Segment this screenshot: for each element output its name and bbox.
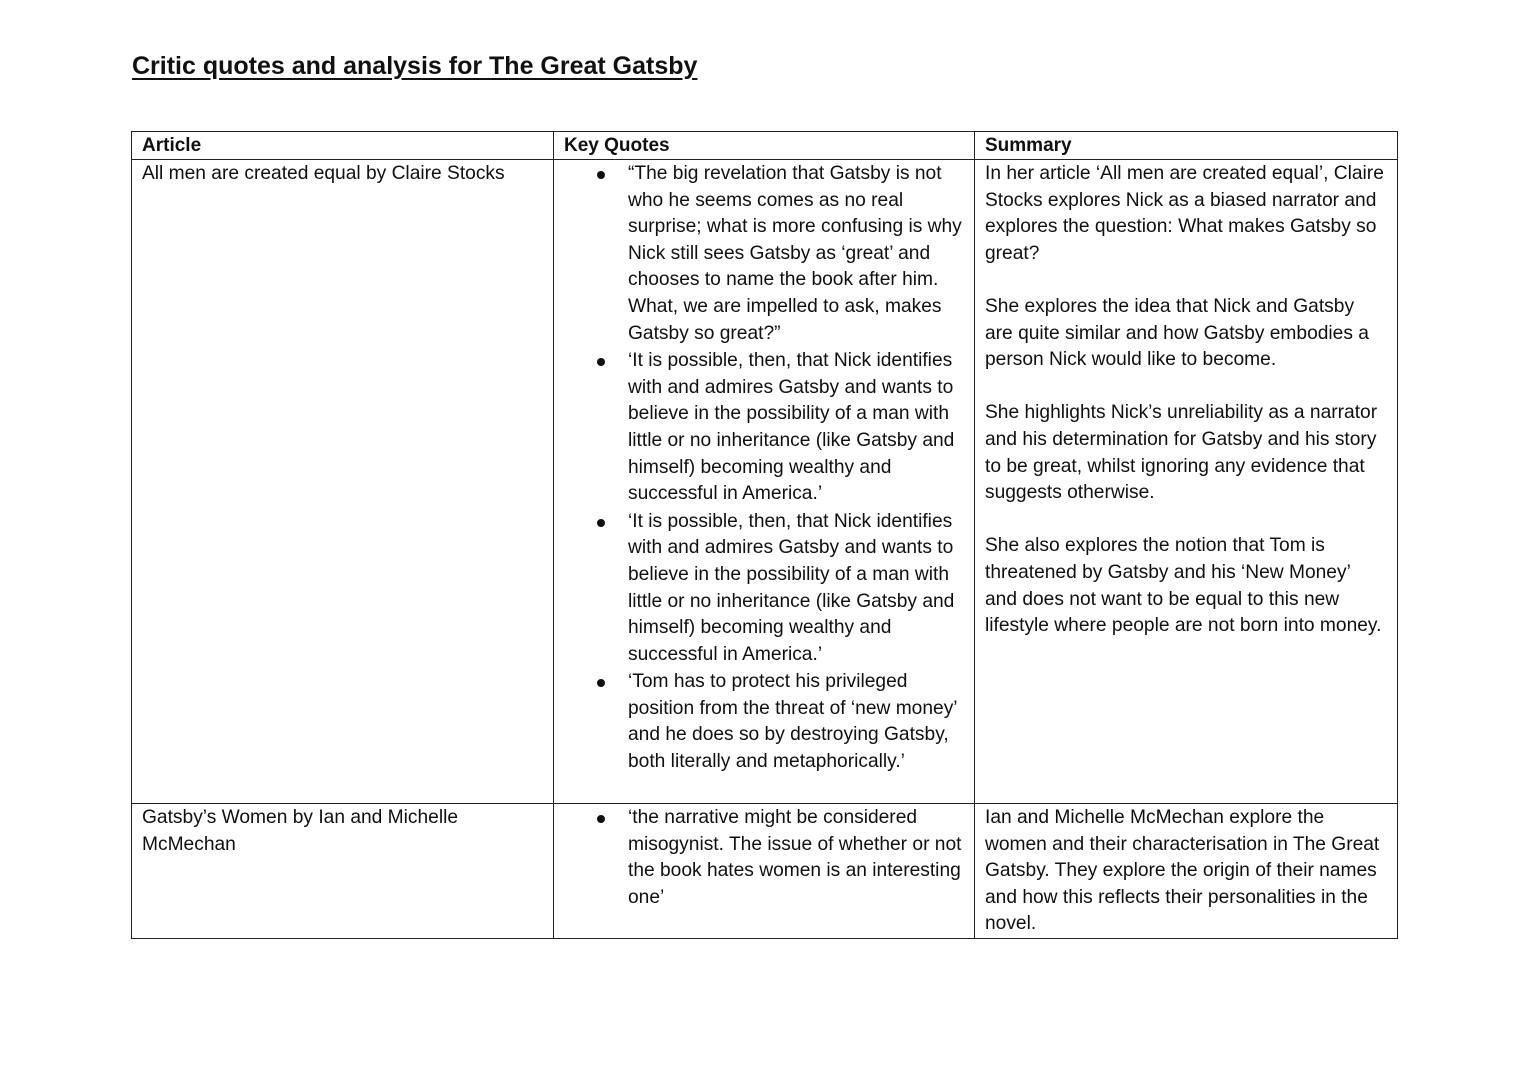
quote-item: ‘Tom has to protect his privileged position from the threat of ‘new money’ and he does so by destroying Gatsby, both literally and metaphorically.’ [628, 669, 964, 775]
header-article: Article [132, 132, 554, 160]
summary-paragraph: Ian and Michelle McMechan explore the women and their characterisation in The Great Gatsby. They explore the origin of their names and how this reflects their personalities in the novel. [985, 807, 1380, 935]
summary-cell [975, 160, 1398, 804]
key-quotes-cell [554, 160, 975, 804]
summary-cell [975, 804, 1398, 939]
table-header-row [132, 132, 1398, 160]
quote-item: “The big revelation that Gatsby is not who he seems comes as no real surprise; what is more confusing is why Nick still sees Gatsby as ‘great’ and chooses to name the book after him. What, we are impelled to ask, makes Gatsby so great?” [628, 161, 964, 347]
table-row [132, 160, 1398, 804]
article-cell: All men are created equal by Claire Stocks [132, 160, 554, 804]
summary-paragraph: She explores the idea that Nick and Gatsby are quite similar and how Gatsby embodies a person Nick would like to become. [985, 295, 1369, 371]
document-title: Critic quotes and analysis for The Great Gatsby [132, 52, 698, 80]
summary-paragraph: She highlights Nick’s unreliability as a narrator and his determination for Gatsby and his story to be great, whilst ignoring any evidence that suggests otherwise. [985, 402, 1378, 504]
quote-item: ‘It is possible, then, that Nick identifies with and admires Gatsby and wants to believe in the possibility of a man with little or no inheritance (like Gatsby and himself) becoming wealthy and successful in America.’ [628, 348, 964, 508]
header-key-quotes: Key Quotes [554, 132, 975, 160]
quote-list [564, 805, 964, 911]
summary-paragraph: She also explores the notion that Tom is threatened by Gatsby and his ‘New Money’ and does not want to be equal to this new lifestyle where people are not born into money. [985, 535, 1382, 637]
critic-quotes-table [131, 131, 1398, 939]
quote-item: ‘the narrative might be considered misogynist. The issue of whether or not the book hates women is an interesting one’ [628, 805, 964, 911]
quote-item: ‘It is possible, then, that Nick identifies with and admires Gatsby and wants to believe in the possibility of a man with little or no inheritance (like Gatsby and himself) becoming wealthy and successful in America.’ [628, 509, 964, 669]
table-row [132, 804, 1398, 939]
article-cell: Gatsby’s Women by Ian and Michelle McMechan [132, 804, 554, 939]
key-quotes-cell [554, 804, 975, 939]
header-summary: Summary [975, 132, 1398, 160]
summary-paragraph: In her article ‘All men are created equal’, Claire Stocks explores Nick as a biased narrator and explores the question: What makes Gatsby so great? [985, 163, 1384, 264]
quote-list [564, 161, 964, 776]
